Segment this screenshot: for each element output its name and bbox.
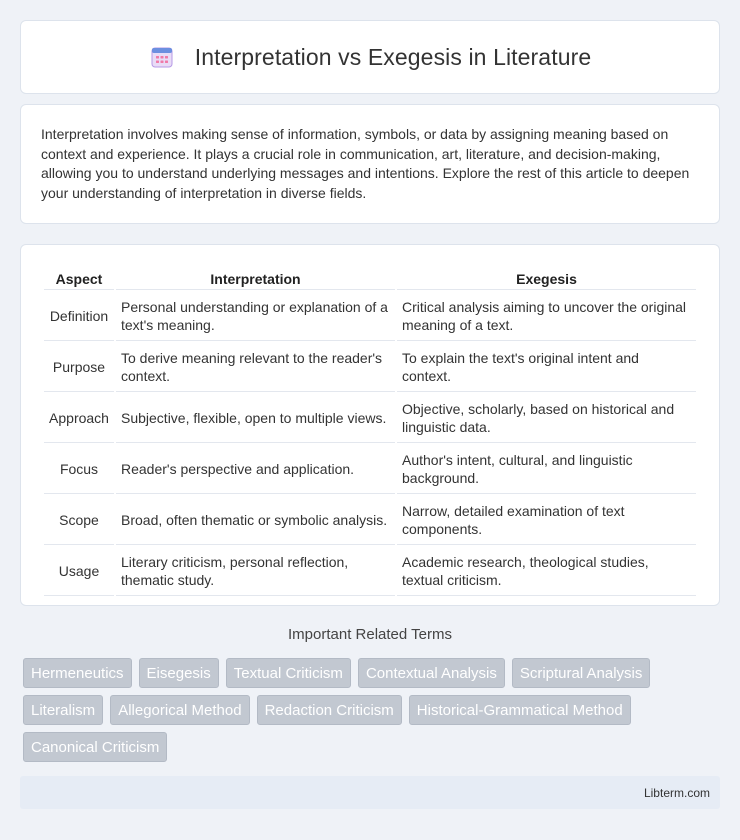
- related-term-tag[interactable]: Redaction Criticism: [257, 695, 402, 725]
- interpretation-cell: Broad, often thematic or symbolic analysis.: [116, 496, 395, 545]
- exegesis-cell: Author's intent, cultural, and linguistic background.: [397, 445, 696, 494]
- related-term-tag[interactable]: Contextual Analysis: [358, 658, 505, 688]
- interpretation-cell: To derive meaning relevant to the reader's context.: [116, 343, 395, 392]
- related-term-tag[interactable]: Textual Criticism: [226, 658, 351, 688]
- table-row: [44, 496, 696, 545]
- table-row: [44, 394, 696, 443]
- related-term-tag[interactable]: Eisegesis: [139, 658, 219, 688]
- comparison-card: [20, 244, 720, 606]
- aspect-cell: Usage: [44, 547, 114, 596]
- column-header-exegesis: Exegesis: [397, 267, 696, 290]
- related-term-tag[interactable]: Allegorical Method: [110, 695, 249, 725]
- related-term-tag[interactable]: Hermeneutics: [23, 658, 132, 688]
- calendar-icon: [149, 44, 175, 70]
- table-row: [44, 547, 696, 596]
- table-row: [44, 343, 696, 392]
- table-header-row: [44, 267, 696, 290]
- exegesis-cell: Objective, scholarly, based on historical and linguistic data.: [397, 394, 696, 443]
- interpretation-cell: Reader's perspective and application.: [116, 445, 395, 494]
- footer: [20, 776, 720, 809]
- related-terms-list: [23, 658, 723, 769]
- interpretation-cell: Subjective, flexible, open to multiple views.: [116, 394, 395, 443]
- exegesis-cell: To explain the text's original intent and context.: [397, 343, 696, 392]
- exegesis-cell: Narrow, detailed examination of text components.: [397, 496, 696, 545]
- related-term-tag[interactable]: Literalism: [23, 695, 103, 725]
- intro-card: [20, 104, 720, 224]
- aspect-cell: Purpose: [44, 343, 114, 392]
- page-title: Interpretation vs Exegesis in Literature: [194, 43, 592, 70]
- aspect-cell: Scope: [44, 496, 114, 545]
- table-row: [44, 292, 696, 341]
- related-term-tag[interactable]: Historical-Grammatical Method: [409, 695, 631, 725]
- aspect-cell: Focus: [44, 445, 114, 494]
- exegesis-cell: Critical analysis aiming to uncover the original meaning of a text.: [397, 292, 696, 341]
- intro-text: Interpretation involves making sense of information, symbols, or data by assigning meaning based on context and experience. It plays a crucial role in communication, art, literature, and decision-making, allowing you to understand underlying messages and intentions. Explore the rest of this article to deepen your understanding of interpretation in diverse fields.: [41, 126, 690, 201]
- related-terms-heading: Important Related Terms: [288, 626, 452, 643]
- related-term-tag[interactable]: Scriptural Analysis: [512, 658, 651, 688]
- header-card: [20, 20, 720, 94]
- interpretation-cell: Literary criticism, personal reflection, thematic study.: [116, 547, 395, 596]
- aspect-cell: Approach: [44, 394, 114, 443]
- footer-site-link[interactable]: Libterm.com: [643, 785, 710, 800]
- column-header-aspect: Aspect: [44, 267, 114, 290]
- comparison-table: [42, 265, 698, 598]
- column-header-interpretation: Interpretation: [116, 267, 395, 290]
- table-row: [44, 445, 696, 494]
- exegesis-cell: Academic research, theological studies, textual criticism.: [397, 547, 696, 596]
- interpretation-cell: Personal understanding or explanation of a text's meaning.: [116, 292, 395, 341]
- aspect-cell: Definition: [44, 292, 114, 341]
- related-term-tag[interactable]: Canonical Criticism: [23, 732, 167, 762]
